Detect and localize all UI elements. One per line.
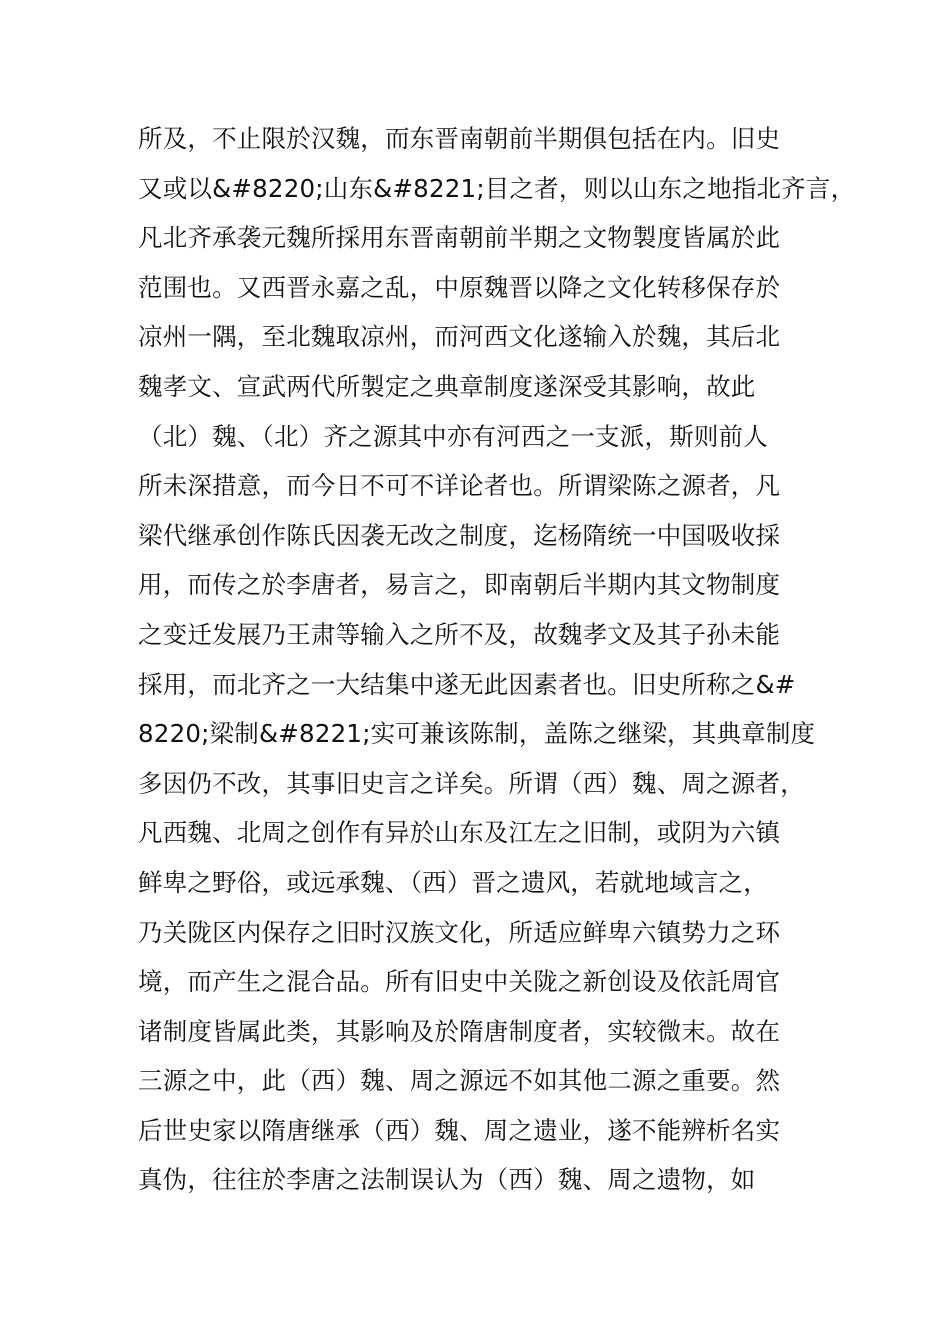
text-line: （北）魏、（北）齐之源其中亦有河西之一支派，斯则前人 — [138, 421, 768, 451]
text-line: 凡西魏、北周之创作有异於山东及江左之旧制，或阴为六镇 — [138, 818, 781, 848]
body-text — [138, 114, 856, 1205]
text-line: 真伪，往往於李唐之法制误认为（西）魏、周之遗物，如 — [138, 1165, 756, 1195]
text-line: 范围也。又西晋永嘉之乱，中原魏晋以降之文化转移保存於 — [138, 272, 781, 302]
text-line: 后世史家以隋唐继承（西）魏、周之遗业，遂不能辨析名实 — [138, 1115, 781, 1145]
text-line: 又或以&#8220;山东&#8221;目之者，则以山东之地指北齐言， — [138, 173, 856, 203]
text-line: 之变迁发展乃王肃等输入之所不及，故魏孝文及其子孙未能 — [138, 619, 781, 649]
text-line: 採用，而北齐之一大结集中遂无此因素者也。旧史所称之&# — [138, 669, 796, 699]
text-line: 用，而传之於李唐者，易言之，即南朝后半期内其文物制度 — [138, 570, 781, 600]
text-line: 凡北齐承袭元魏所採用东晋南朝前半期之文物製度皆属於此 — [138, 223, 781, 253]
text-line: 诸制度皆属此类，其影响及於隋唐制度者，实较微末。故在 — [138, 1016, 781, 1046]
text-line: 8220;梁制&#8221;实可兼该陈制，盖陈之继梁，其典章制度 — [138, 719, 816, 749]
text-line: 所及，不止限於汉魏，而东晋南朝前半期俱包括在内。旧史 — [138, 124, 781, 153]
text-line: 魏孝文、宣武两代所製定之典章制度遂深受其影响，故此 — [138, 371, 756, 401]
text-line: 鲜卑之野俗，或远承魏、（西）晋之遗风，若就地域言之， — [138, 867, 768, 897]
text-line: 境，而产生之混合品。所有旧史中关陇之新创设及依託周官 — [138, 967, 781, 997]
text-line: 多因仍不改，其事旧史言之详矣。所谓（西）魏、周之源者， — [138, 768, 805, 798]
text-line: 乃关陇区内保存之旧时汉族文化，所适应鲜卑六镇势力之环 — [138, 917, 781, 947]
text-line: 梁代继承创作陈氏因袭无改之制度，迄杨隋统一中国吸收採 — [138, 520, 781, 550]
text-line: 三源之中，此（西）魏、周之源远不如其他二源之重要。然 — [138, 1066, 781, 1096]
text-line: 凉州一隅，至北魏取凉州，而河西文化遂输入於魏，其后北 — [138, 322, 781, 352]
text-line: 所未深措意，而今日不可不详论者也。所谓梁陈之源者，凡 — [138, 471, 781, 501]
